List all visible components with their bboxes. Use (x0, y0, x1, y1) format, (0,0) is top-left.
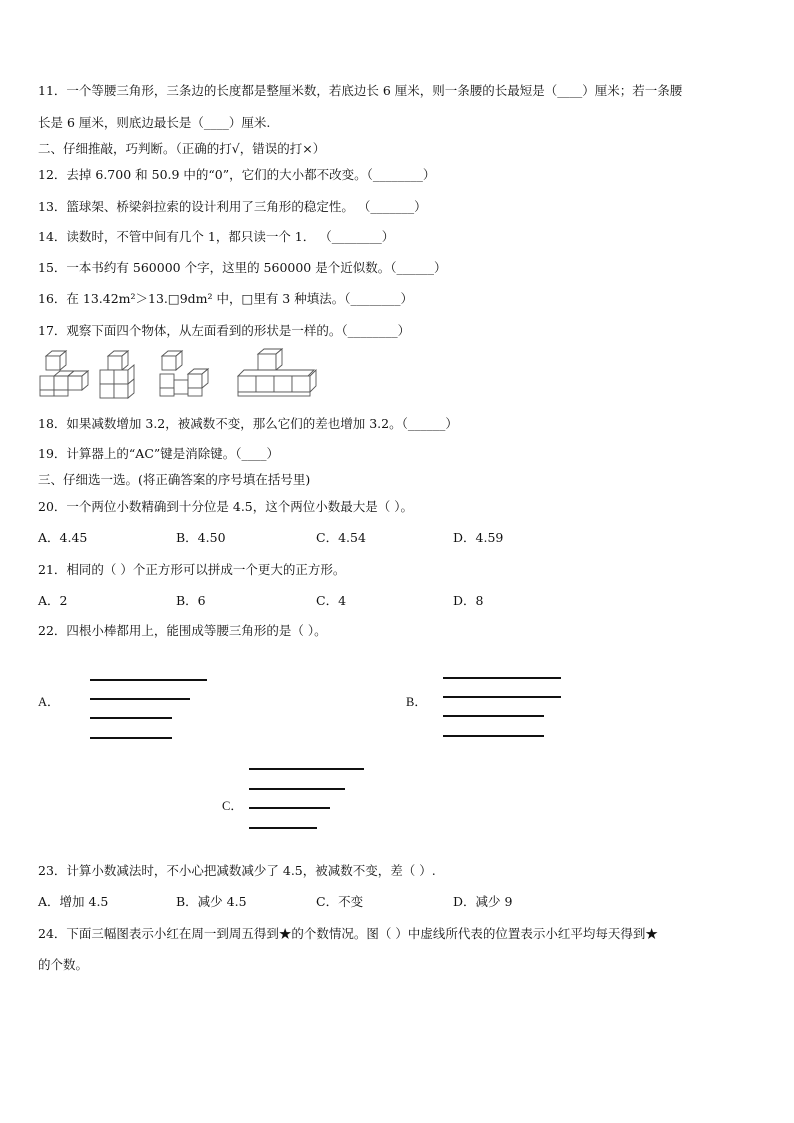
question-22: 22．四根小棒都用上，能围成等腰三角形的是（ ）。 (38, 623, 327, 638)
stick-c-1 (249, 768, 364, 770)
stick-b-4 (443, 735, 544, 737)
question-11-line-2: 长是 6 厘米，则底边最长是（____）厘米. (38, 115, 271, 130)
cube-figure-3 (160, 351, 208, 396)
cube-figure-2 (100, 351, 134, 398)
question-24-line-2: 的个数。 (38, 957, 89, 972)
question-23: 23．计算小数减法时，不小心把减数减少了 4.5，被减数不变，差（ ）. (38, 863, 436, 878)
stick-a-2 (90, 698, 190, 700)
stick-c-4 (249, 827, 317, 829)
q20-option-d: D．4.59 (453, 530, 504, 545)
q23-option-b: B．减少 4.5 (176, 894, 247, 909)
stick-c-2 (249, 788, 345, 790)
cube-figures (36, 346, 326, 404)
stick-b-1 (443, 677, 561, 679)
section-3-title: 三、仔细选一选。(将正确答案的序号填在括号里) (38, 472, 311, 487)
stick-b-2 (443, 696, 561, 698)
q23-option-a: A．增加 4.5 (38, 894, 109, 909)
q23-option-d: D．减少 9 (453, 894, 513, 909)
q23-option-c: C．不变 (316, 894, 364, 909)
question-24-line-1: 24．下面三幅图表示小红在周一到周五得到★的个数情况。图（ ）中虚线所代表的位置表示小红平均每天得到★ (38, 926, 658, 941)
q20-option-c: C．4.54 (316, 530, 366, 545)
question-16: 16．在 13.42m²＞13.□9dm² 中，□里有 3 种填法。（________） (38, 291, 413, 306)
question-14: 14．读数时，不管中间有几个 1，都只读一个 1． （________） (38, 229, 395, 244)
cube-figure-4 (238, 349, 316, 396)
question-15: 15．一本书约有 560000 个字，这里的 560000 是个近似数。（______） (38, 260, 447, 275)
q20-option-b: B．4.50 (176, 530, 226, 545)
question-13: 13．篮球架、桥梁斜拉索的设计利用了三角形的稳定性。 （_______） (38, 199, 427, 214)
stick-a-3 (90, 717, 172, 719)
question-17: 17．观察下面四个物体，从左面看到的形状是一样的。（________） (38, 323, 411, 338)
q21-option-c: C．4 (316, 593, 347, 608)
q22-label-b: B． (406, 695, 427, 709)
question-11-line-1: 11．一个等腰三角形，三条边的长度都是整厘米数，若底边长 6 厘米，则一条腰的长最短是（____）厘米；若一条腰 (38, 83, 683, 98)
question-19: 19．计算器上的“AC”键是消除键。（____） (38, 446, 280, 461)
q21-option-b: B．6 (176, 593, 206, 608)
section-2-title: 二、仔细推敲，巧判断。（正确的打√，错误的打×） (38, 141, 326, 156)
q22-label-c: C． (222, 799, 243, 813)
question-21: 21．相同的（ ）个正方形可以拼成一个更大的正方形。 (38, 562, 346, 577)
stick-b-3 (443, 715, 544, 717)
question-18: 18．如果减数增加 3.2，被减数不变，那么它们的差也增加 3.2。（______） (38, 416, 458, 431)
q20-option-a: A．4.45 (38, 530, 88, 545)
q21-option-a: A．2 (38, 593, 68, 608)
stick-a-1 (90, 679, 207, 681)
cube-figure-1 (40, 351, 88, 396)
q22-label-a: A． (38, 695, 60, 709)
q21-option-d: D．8 (453, 593, 484, 608)
question-20: 20．一个两位小数精确到十分位是 4.5，这个两位小数最大是（ ）。 (38, 499, 413, 514)
stick-a-4 (90, 737, 172, 739)
question-12: 12．去掉 6.700 和 50.9 中的“0”，它们的大小都不改变。（________） (38, 167, 436, 182)
stick-c-3 (249, 807, 330, 809)
